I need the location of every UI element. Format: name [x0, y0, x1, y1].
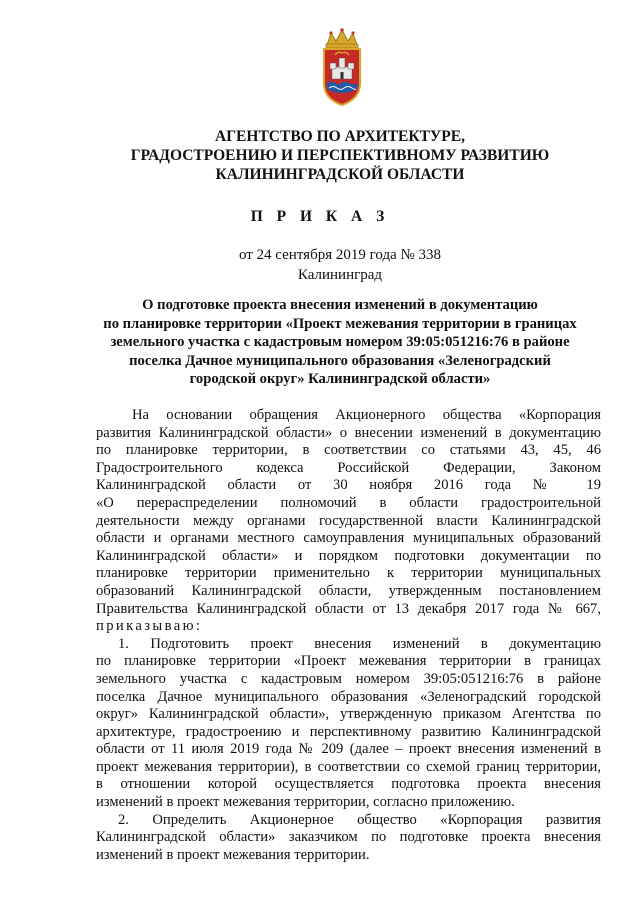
subject-line: земельного участка с кадастровым номером 39:05:051216:76 в районе: [110, 334, 570, 351]
body-line: «О перераспределении полномочий в области градостроительной: [96, 494, 601, 511]
coat-of-arms-icon: [317, 27, 367, 107]
body-line: деятельности между органами государственной власти Калининградской: [96, 512, 601, 529]
body-line: области от 11 июля 2019 года № 209 (далее – проект внесения изменений в: [96, 741, 601, 758]
body-line: развития Калининградской области» о внесении изменений в документацию: [96, 424, 601, 441]
body-line: Калининградской области» и порядком подготовки документации по: [96, 547, 601, 564]
body-line: в отношении которой осуществляется подготовка проекта внесения: [96, 776, 601, 793]
agency-line: АГЕНТСТВО ПО АРХИТЕКТУРЕ,: [215, 128, 465, 145]
document-meta: [40, 245, 640, 285]
body-line-item-2: 2. Определить Акционерное общество «Корпорация развития: [118, 811, 601, 828]
document-body: [96, 407, 601, 864]
document-subject: [60, 296, 620, 389]
agency-name: [60, 127, 620, 184]
subject-line: поселка Дачное муниципального образования «Зеленоградский: [129, 352, 551, 369]
body-line: планировке территории применительно к территории муниципальных: [96, 565, 601, 582]
subject-line: городской округ» Калининградской области»: [189, 371, 491, 388]
body-line: поселка Дачное муниципального образования «Зеленоградский городской: [96, 688, 601, 705]
body-line: по планировке территории «Проект межевания территории в границах: [96, 653, 601, 670]
date-number-line: от 24 сентября 2019 года № 338: [238, 247, 442, 263]
body-line: На основании обращения Акционерного общества «Корпорация: [132, 407, 601, 423]
body-line: области и органами местного самоуправления муниципальных образований: [96, 530, 601, 547]
agency-line: ГРАДОСТРОЕНИЮ И ПЕРСПЕКТИВНОМУ РАЗВИТИЮ: [130, 147, 550, 164]
body-line: Градостроительного кодекса Российской Федерации, Законом: [96, 459, 601, 476]
body-line-order-word: приказываю:: [96, 618, 203, 635]
body-line: архитектуре, градостроению и перспективному развитию Калининградской: [96, 723, 601, 740]
agency-line: КАЛИНИНГРАДСКОЙ ОБЛАСТИ: [215, 166, 465, 183]
body-line: проект межевания территории), в соответствии со схемой границ территории,: [96, 758, 601, 775]
body-line: земельного участка с кадастровым номером 39:05:051216:76 в районе: [96, 670, 601, 687]
body-line: по планировке территории, в соответствии со статьями 43, 45, 46: [96, 442, 601, 459]
document-type-title: П Р И К А З: [250, 208, 390, 225]
body-line: Правительства Калининградской области от 13 декабря 2017 года № 667,: [96, 600, 601, 617]
body-line-item-1: 1. Подготовить проект внесения изменений в документацию: [118, 635, 601, 652]
body-line: образований Калининградской области, утвержденным постановлением: [96, 582, 601, 599]
body-line: Калининградской области от 30 ноября 2016 года № 19: [96, 477, 601, 494]
body-line: изменений в проект межевания территории.: [96, 846, 370, 863]
body-line: округ» Калининградской области», утвержденную приказом Агентства по: [96, 706, 601, 723]
subject-line: по планировке территории «Проект межевания территории в границах: [103, 315, 577, 332]
body-line: Калининградской области» заказчиком по подготовке проекта внесения: [96, 829, 601, 846]
city-line: Калининград: [297, 267, 383, 283]
body-line: изменений в проект межевания территории, согласно приложению.: [96, 794, 515, 811]
subject-line: О подготовке проекта внесения изменений в документацию: [142, 297, 538, 313]
